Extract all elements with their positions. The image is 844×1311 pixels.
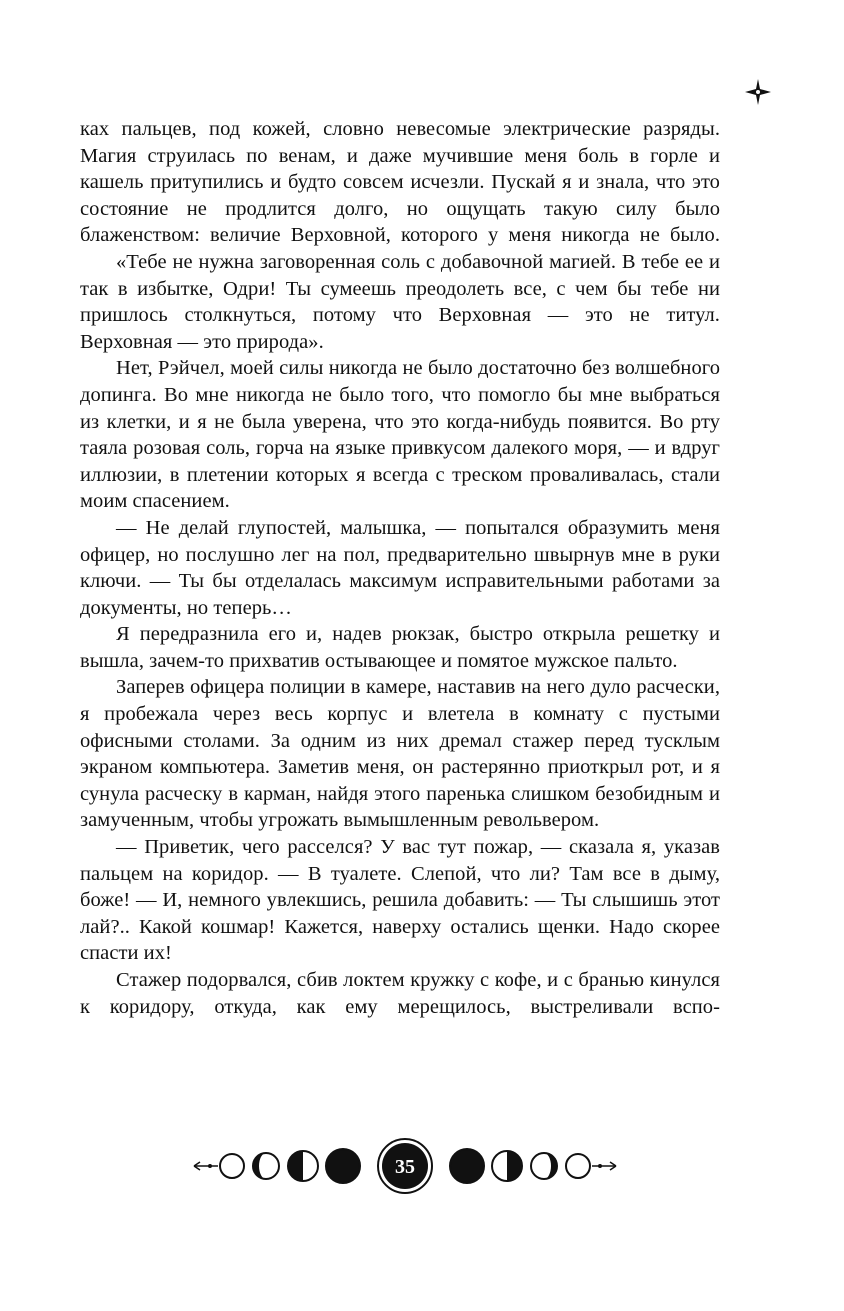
paragraph: Заперев офицера полиции в камере, наставив на него дуло расчески, я пробежала через весь корпус и влетела в комнату с пустыми офисными столами. За одним из них дремал стажер перед тусклым экраном компьютера. Заметив меня, он растерянно приоткрыл рот, и я сунула расческу в карман, найдя этого паренька слишком безобидным и замученным, чтобы угрожать вымышленным револьвером. <box>80 676 720 832</box>
moon-phases-ornament-icon <box>190 1137 620 1195</box>
paragraph: — Не делай глупостей, малышка, — попытался образумить меня офицер, но послушно лег на пол, предварительно швырнув мне в руки ключи. — Ты бы отделалась максимум исправительными работами за документы, но теперь… <box>80 516 720 619</box>
paragraph: «Тебе не нужна заговоренная соль с добавочной магией. В тебе ее и так в избытке, Одри! Ты сумеешь преодолеть все, с чем бы тебе ни пришлось столкнуться, потому что Верховная — это не титул. Верховная — это природа». <box>80 250 720 353</box>
paragraph: ках пальцев, под кожей, словно невесомые электрические разряды. Магия струилась по венам, и даже мучившие меня боль в горле и кашель притупились и будто совсем исчезли. Пускай я и знала, что это состояние не продлится долго, но ощущать такую силу было блаженством: величие Верховной, которого у меня никогда не было. <box>80 118 720 247</box>
body-text <box>80 116 720 1020</box>
page-number: 35 <box>395 1156 415 1178</box>
paragraph: — Приветик, чего расселся? У вас тут пожар, — сказала я, указав пальцем на коридор. — В туалете. Слепой, что ли? Там все в дыму, боже! — И, немного увлекшись, решила добавить: — Ты слышишь этот лай?.. Какой кошмар! Кажется, наверху остались щенки. Надо скорее спасти их! <box>80 836 720 965</box>
cross-star-ornament-icon <box>744 78 772 106</box>
paragraph: Нет, Рэйчел, моей силы никогда не было достаточно без волшебного допинга. Во мне никогда не было того, что помогло бы мне выбраться из клетки, и я не была уверена, что это когда-нибудь появится. Во рту таяла розовая соль, горча на языке привкусом далекого моря, — и вдруг иллюзии, в плетении которых я всегда с треском проваливалась, стали моим спасением. <box>80 357 720 513</box>
paragraph: Стажер подорвался, сбив локтем кружку с кофе, и с бранью кинулся к коридору, откуда, как ему мерещилось, выстреливали вспо- <box>80 969 720 1018</box>
paragraph: Я передразнила его и, надев рюкзак, быстро открыла решетку и вышла, зачем-то прихватив остывающее и помятое мужское пальто. <box>80 623 720 672</box>
